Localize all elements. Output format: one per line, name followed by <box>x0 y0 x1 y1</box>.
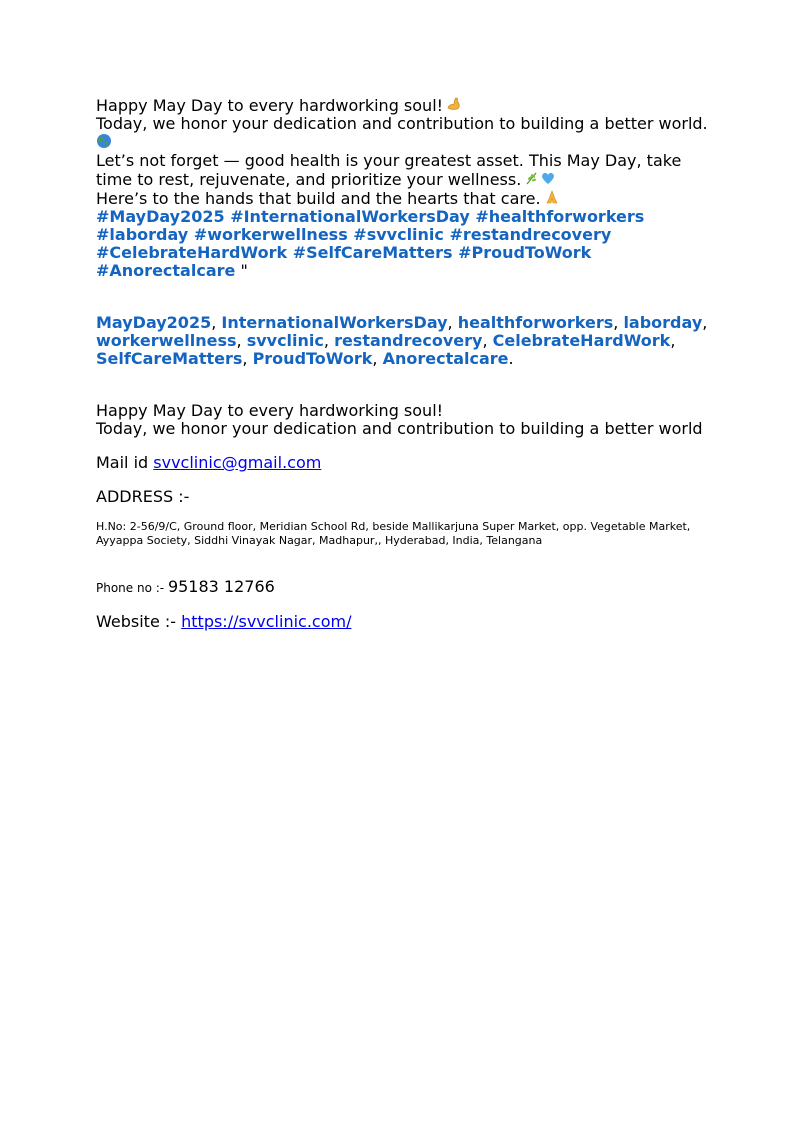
keywords-block <box>96 314 716 368</box>
keyword[interactable]: InternationalWorkersDay <box>221 313 448 332</box>
keyword[interactable]: restandrecovery <box>334 331 483 350</box>
spacer <box>96 438 716 454</box>
honor-text: Today, we honor your dedication and contribution to building a better world. <box>96 114 708 133</box>
cheers-line <box>96 189 716 208</box>
email-link[interactable]: svvclinic@gmail.com <box>153 453 322 472</box>
website-label: Website :- <box>96 612 182 631</box>
website-link[interactable]: https://svvclinic.com/ <box>181 612 352 631</box>
keyword[interactable]: laborday <box>623 313 703 332</box>
globe-line <box>96 133 716 152</box>
keyword[interactable]: SelfCareMatters <box>96 349 243 368</box>
greeting-text: Happy May Day to every hardworking soul! <box>96 96 444 115</box>
keyword-separator: , <box>670 331 676 350</box>
hashtag[interactable]: #InternationalWorkersDay <box>230 207 470 226</box>
spacer <box>96 368 716 402</box>
greeting-line <box>96 96 716 115</box>
health-text: Let’s not forget — good health is your greatest asset. This May Day, take time to rest, rejuvenate, and prioritize your wellness. <box>96 151 682 189</box>
keyword-separator: , <box>702 313 708 332</box>
hashtag[interactable]: #Anorectalcare <box>96 261 236 280</box>
folded-hands-icon <box>544 189 560 205</box>
hashtag[interactable]: #MayDay2025 <box>96 207 225 226</box>
spacer <box>96 597 716 613</box>
hashtag[interactable]: #SelfCareMatters <box>292 243 453 262</box>
keyword[interactable]: svvclinic <box>246 331 324 350</box>
keyword-separator: , <box>211 313 222 332</box>
keyword-separator: , <box>372 349 383 368</box>
keyword[interactable]: Anorectalcare <box>382 349 509 368</box>
spacer <box>96 506 716 520</box>
phone-label: Phone no :- <box>96 581 168 595</box>
keyword[interactable]: ProudToWork <box>252 349 373 368</box>
phone-row <box>96 578 716 597</box>
address-text: H.No: 2-56/9/C, Ground floor, Meridian School Rd, beside Mallikarjuna Super Market, opp. Vegetable Market, Ayyappa Society, Siddhi Vinayak Nagar, Madhapur,, Hyderabad, India, Telangana <box>96 520 691 547</box>
health-line <box>96 152 716 189</box>
hashtag[interactable]: #healthforworkers <box>475 207 645 226</box>
honor-line <box>96 115 716 133</box>
document-page <box>96 96 716 631</box>
spacer <box>96 548 716 578</box>
cheers-text: Here’s to the hands that build and the hearts that care. <box>96 189 541 208</box>
hashtag[interactable]: #restandrecovery <box>449 225 612 244</box>
keyword-separator: , <box>613 313 624 332</box>
keyword[interactable]: MayDay2025 <box>96 313 212 332</box>
hashtag[interactable]: #workerwellness <box>193 225 348 244</box>
website-row <box>96 613 716 631</box>
keyword-separator: , <box>482 331 493 350</box>
mail-label: Mail id <box>96 453 154 472</box>
keyword-separator: , <box>242 349 253 368</box>
keyword[interactable]: CelebrateHardWork <box>492 331 671 350</box>
keyword[interactable]: workerwellness <box>96 331 237 350</box>
keyword-separator: , <box>447 313 458 332</box>
repeat-honor: Today, we honor your dedication and contribution to building a better world <box>96 419 703 438</box>
spacer <box>96 472 716 488</box>
keyword-separator: , <box>323 331 335 350</box>
hashtag[interactable]: #svvclinic <box>353 225 444 244</box>
flexed-biceps-icon <box>446 96 462 112</box>
keyword-end: . <box>508 349 514 368</box>
keyword-separator: , <box>236 331 247 350</box>
globe-icon <box>96 133 112 149</box>
keyword[interactable]: healthforworkers <box>457 313 614 332</box>
address-label: ADDRESS :- <box>96 487 190 506</box>
trailing-quote: " <box>235 261 248 280</box>
phone-number: 95183 12766 <box>167 577 275 596</box>
mail-row <box>96 454 716 472</box>
hashtags-block <box>96 208 716 280</box>
spacer <box>96 280 716 314</box>
herb-icon <box>524 170 540 186</box>
hashtag[interactable]: #CelebrateHardWork <box>96 243 288 262</box>
repeat-greeting: Happy May Day to every hardworking soul! <box>96 401 444 420</box>
blue-heart-icon <box>540 170 556 186</box>
hashtag[interactable]: #ProudToWork <box>458 243 592 262</box>
hashtag[interactable]: #laborday <box>96 225 189 244</box>
